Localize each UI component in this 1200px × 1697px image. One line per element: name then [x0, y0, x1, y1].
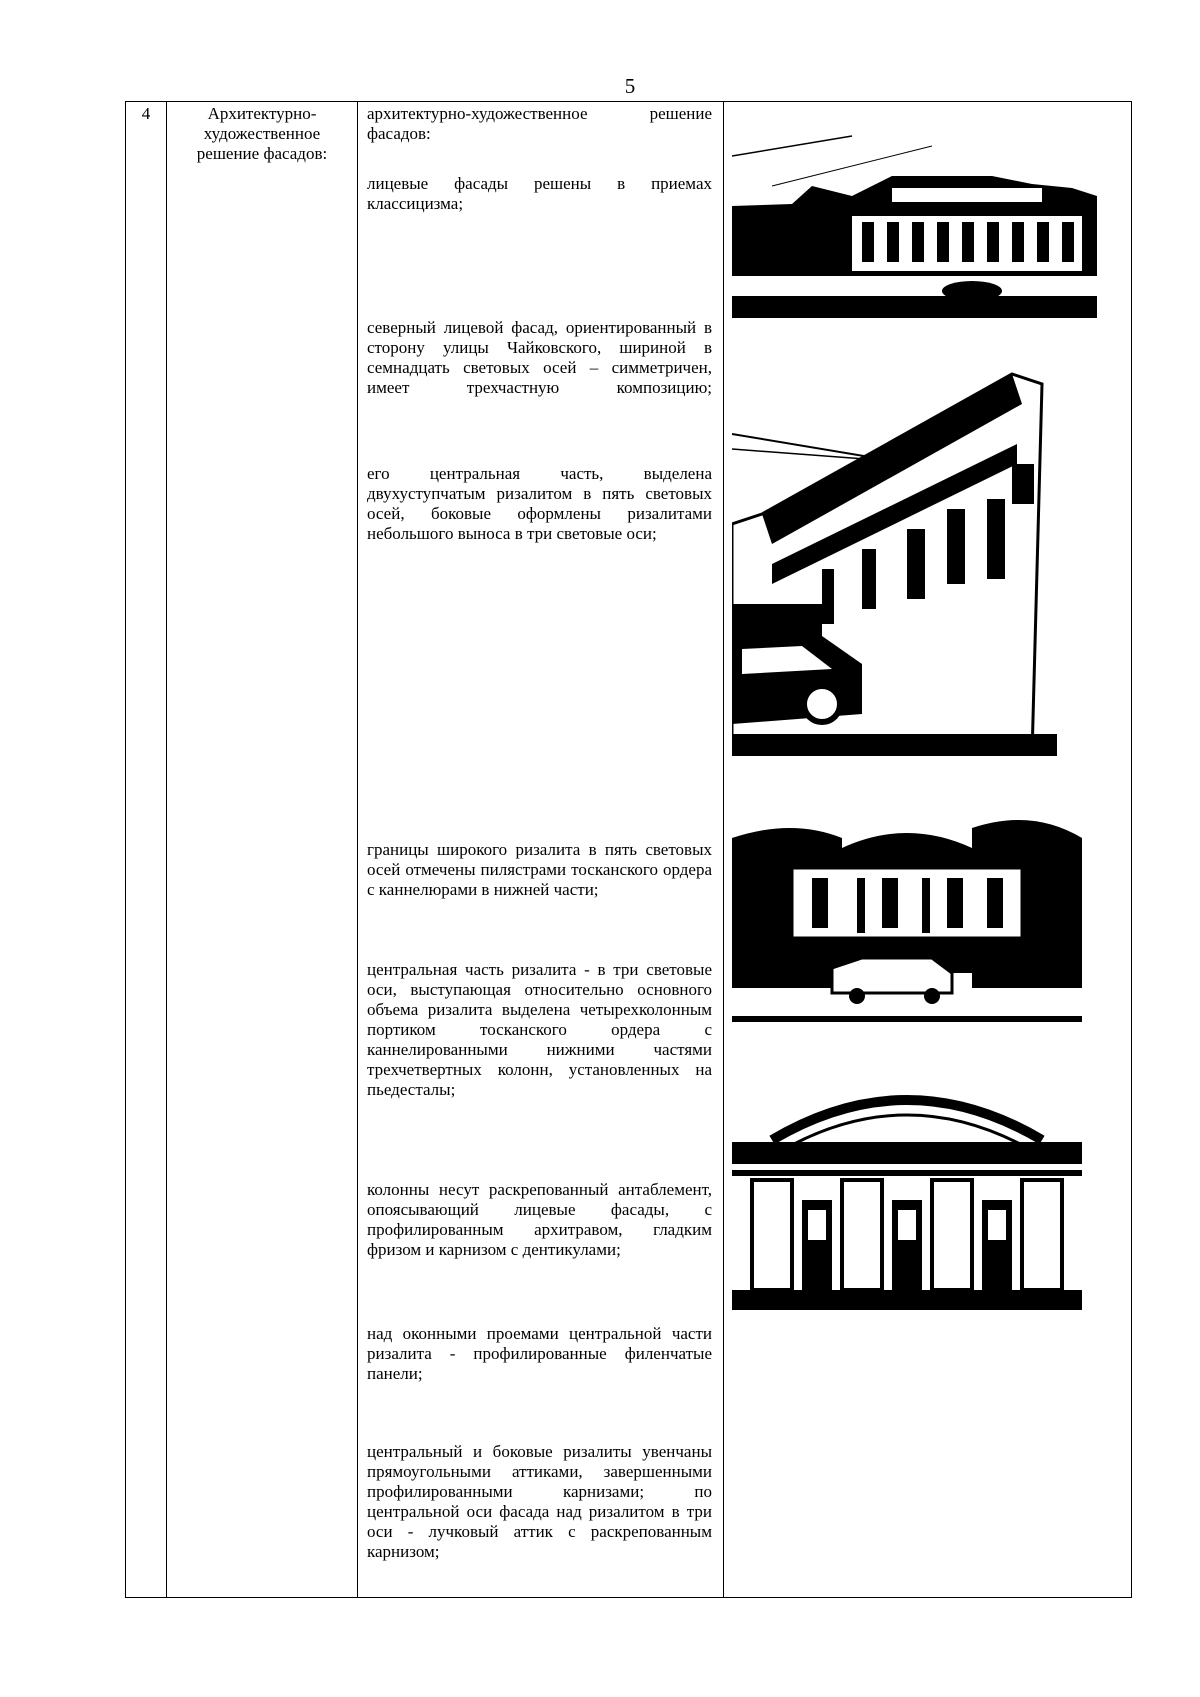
- row-title: Архитектурно-художественное решение фасадов:: [196, 104, 328, 163]
- description-paragraph: границы широкого ризалита в пять световых осей отмечены пилястрами тосканского ордера с каннелюрами в нижней части;: [367, 840, 712, 899]
- facade-table: [125, 101, 1132, 1598]
- photos-cell: [724, 102, 1132, 1598]
- description-paragraph: центральный и боковые ризалиты увенчаны прямоугольными аттиками, завершенными профилированными карнизами; по центральной оси фасада над ризалитом в три оси - лучковый аттик с раскрепованным карнизом;: [367, 1442, 712, 1561]
- description-paragraph: его центральная часть, выделена двухуступчатым ризалитом в пять световых осей, боковые оформлены ризалитами небольшого выноса в три световые оси;: [367, 464, 712, 543]
- page-number: 5: [624, 74, 636, 98]
- description-paragraph: архитектурно-художественное решение фасадов:: [367, 104, 712, 143]
- facade-photo-1: [732, 126, 1097, 318]
- description-paragraph: колонны несут раскрепованный антаблемент, опоясывающий лицевые фасады, с профилированным архитравом, гладким фризом и карнизом с дентикулами;: [367, 1180, 712, 1259]
- row-number-cell: [126, 102, 167, 1598]
- row-title-cell: [167, 102, 358, 1598]
- facade-photo-2: [732, 364, 1057, 756]
- row-number: 4: [141, 104, 151, 123]
- description-paragraph: северный лицевой фасад, ориентированный в сторону улицы Чайковского, шириной в семнадцать световых осей – симметричен, имеет трехчастную композицию;: [367, 318, 712, 397]
- table-row: [126, 102, 1132, 1598]
- facade-photo-4: [732, 1080, 1082, 1310]
- description-cell: [358, 102, 724, 1598]
- description-paragraph: лицевые фасады решены в приемах классицизма;: [367, 174, 712, 213]
- facade-photo-3: [732, 798, 1082, 1034]
- description-paragraph: центральная часть ризалита - в три световые оси, выступающая относительно основного объема ризалита выделена четырехколонным портиком тосканского ордера с каннелированными нижними частями трехчетвертных колонн, установленных на пьедесталы;: [367, 960, 712, 1099]
- description-paragraph: над оконными проемами центральной части ризалита - профилированные филенчатые панели;: [367, 1324, 712, 1383]
